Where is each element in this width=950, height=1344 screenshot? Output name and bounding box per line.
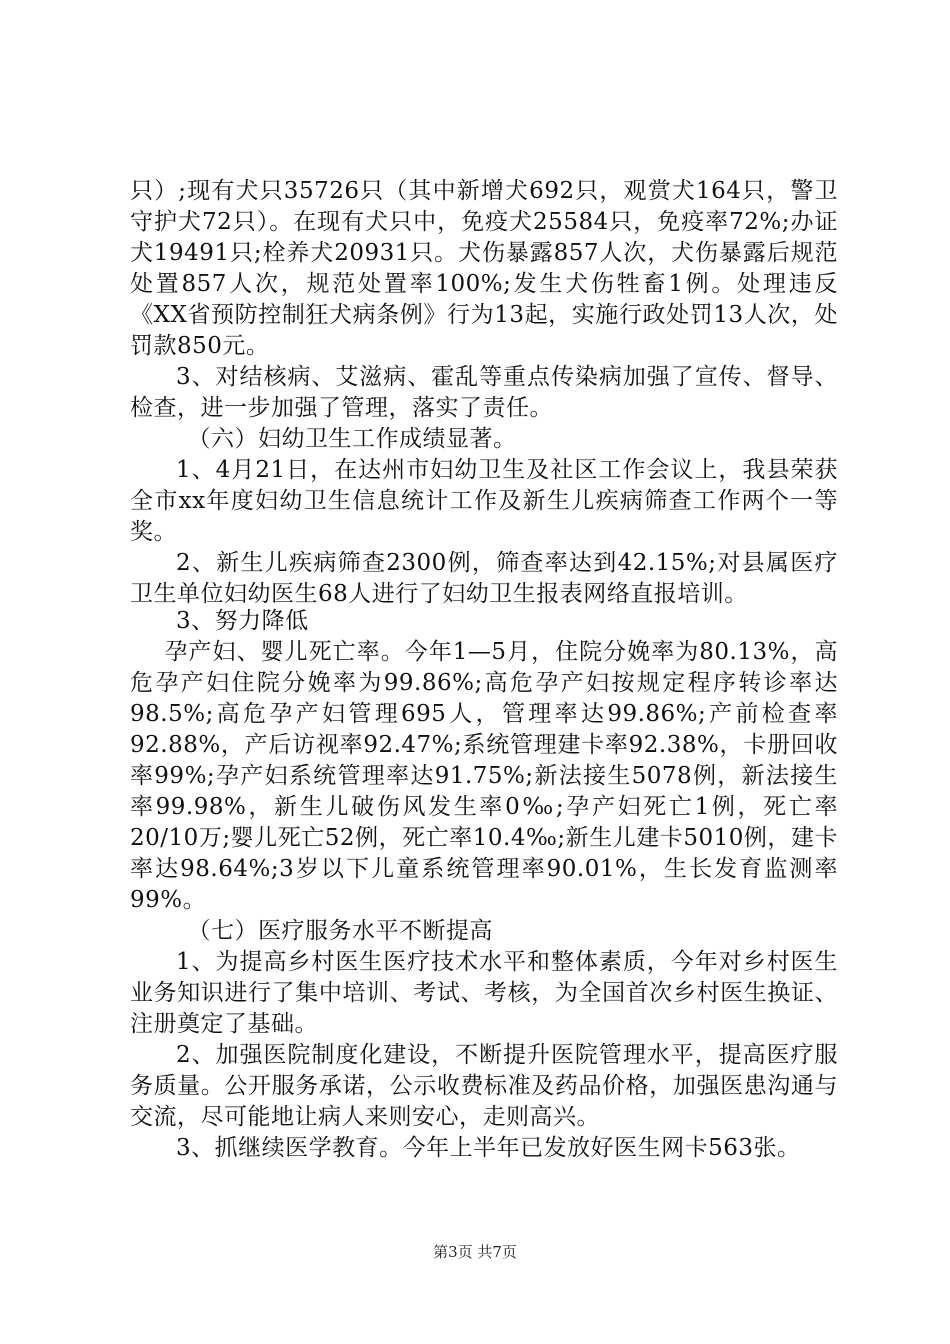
body-text-upper [130,176,838,610]
paragraph-infectious-disease: 3、对结核病、艾滋病、霍乱等重点传染病加强了宣传、督导、检查，进一步加强了管理，落实了责任。 [130,364,838,421]
paragraph-dog-statistics: 只）;现有犬只35726只（其中新增犬692只，观赏犬164只，警卫守护犬72只）。在现有犬只中，免疫犬25584只，免疫率72%;办证犬19491只;栓养犬20931只。犬伤暴露857人次，犬伤暴露后规范处置857人次，规范处置率100%;发生犬伤牲畜1例。处理违反《XX省预防控制狂犬病条例》行为13起，实施行政处罚13人次，处罚款850元。 [130,178,838,359]
section-heading-maternal-child: （六）妇幼卫生工作成绩显著。 [187,426,517,452]
section-heading-medical-service: （七）医疗服务水平不断提高 [187,918,493,944]
paragraph-continuing-education: 3、抓继续医学教育。今年上半年已发放好医生网卡563张。 [176,1135,801,1161]
paragraph-reduce-heading: 3、努力降低 [176,608,309,634]
body-text-lower [130,606,838,1164]
page-number-footer: 第3页 共7页 [433,1243,517,1261]
paragraph-village-doctor-training: 1、为提高乡村医生医疗技术水平和整体素质，今年对乡村医生业务知识进行了集中培训、考试、考核，为全国首次乡村医生换证、注册奠定了基础。 [130,949,838,1037]
paragraph-hospital-management: 2、加强医院制度化建设，不断提升医院管理水平，提高医疗服务质量。公开服务承诺，公示收费标准及药品价格，加强医患沟通与交流，尽可能地让病人来则安心，走则高兴。 [130,1042,838,1130]
paragraph-mortality-statistics: 孕产妇、婴儿死亡率。今年1—5月，住院分娩率为80.13%，高危孕产妇住院分娩率为99.86%;高危孕产妇按规定程序转诊率达98.5%;高危孕产妇管理695人，管理率达99.86%;产前检查率92.88%，产后访视率92.47%;系统管理建卡率92.38%，卡册回收率99%;孕产妇系统管理率达91.75%;新法接生5078例，新法接生率99.98%，新生儿破伤风发生率0‰;孕产妇死亡1例，死亡率20/10万;婴儿死亡52例，死亡率10.4‰;新生儿建卡5010例，建卡率达98.64%;3岁以下儿童系统管理率90.01%，生长发育监测率99%。 [130,639,838,913]
paragraph-award: 1、4月21日，在达州市妇幼卫生及社区工作会议上，我县荣获全市xx年度妇幼卫生信息统计工作及新生儿疾病筛查工作两个一等奖。 [130,457,838,545]
paragraph-newborn-screening: 2、新生儿疾病筛查2300例，筛查率达到42.15%;对县属医疗卫生单位妇幼医生68人进行了妇幼卫生报表网络直报培训。 [130,550,838,607]
